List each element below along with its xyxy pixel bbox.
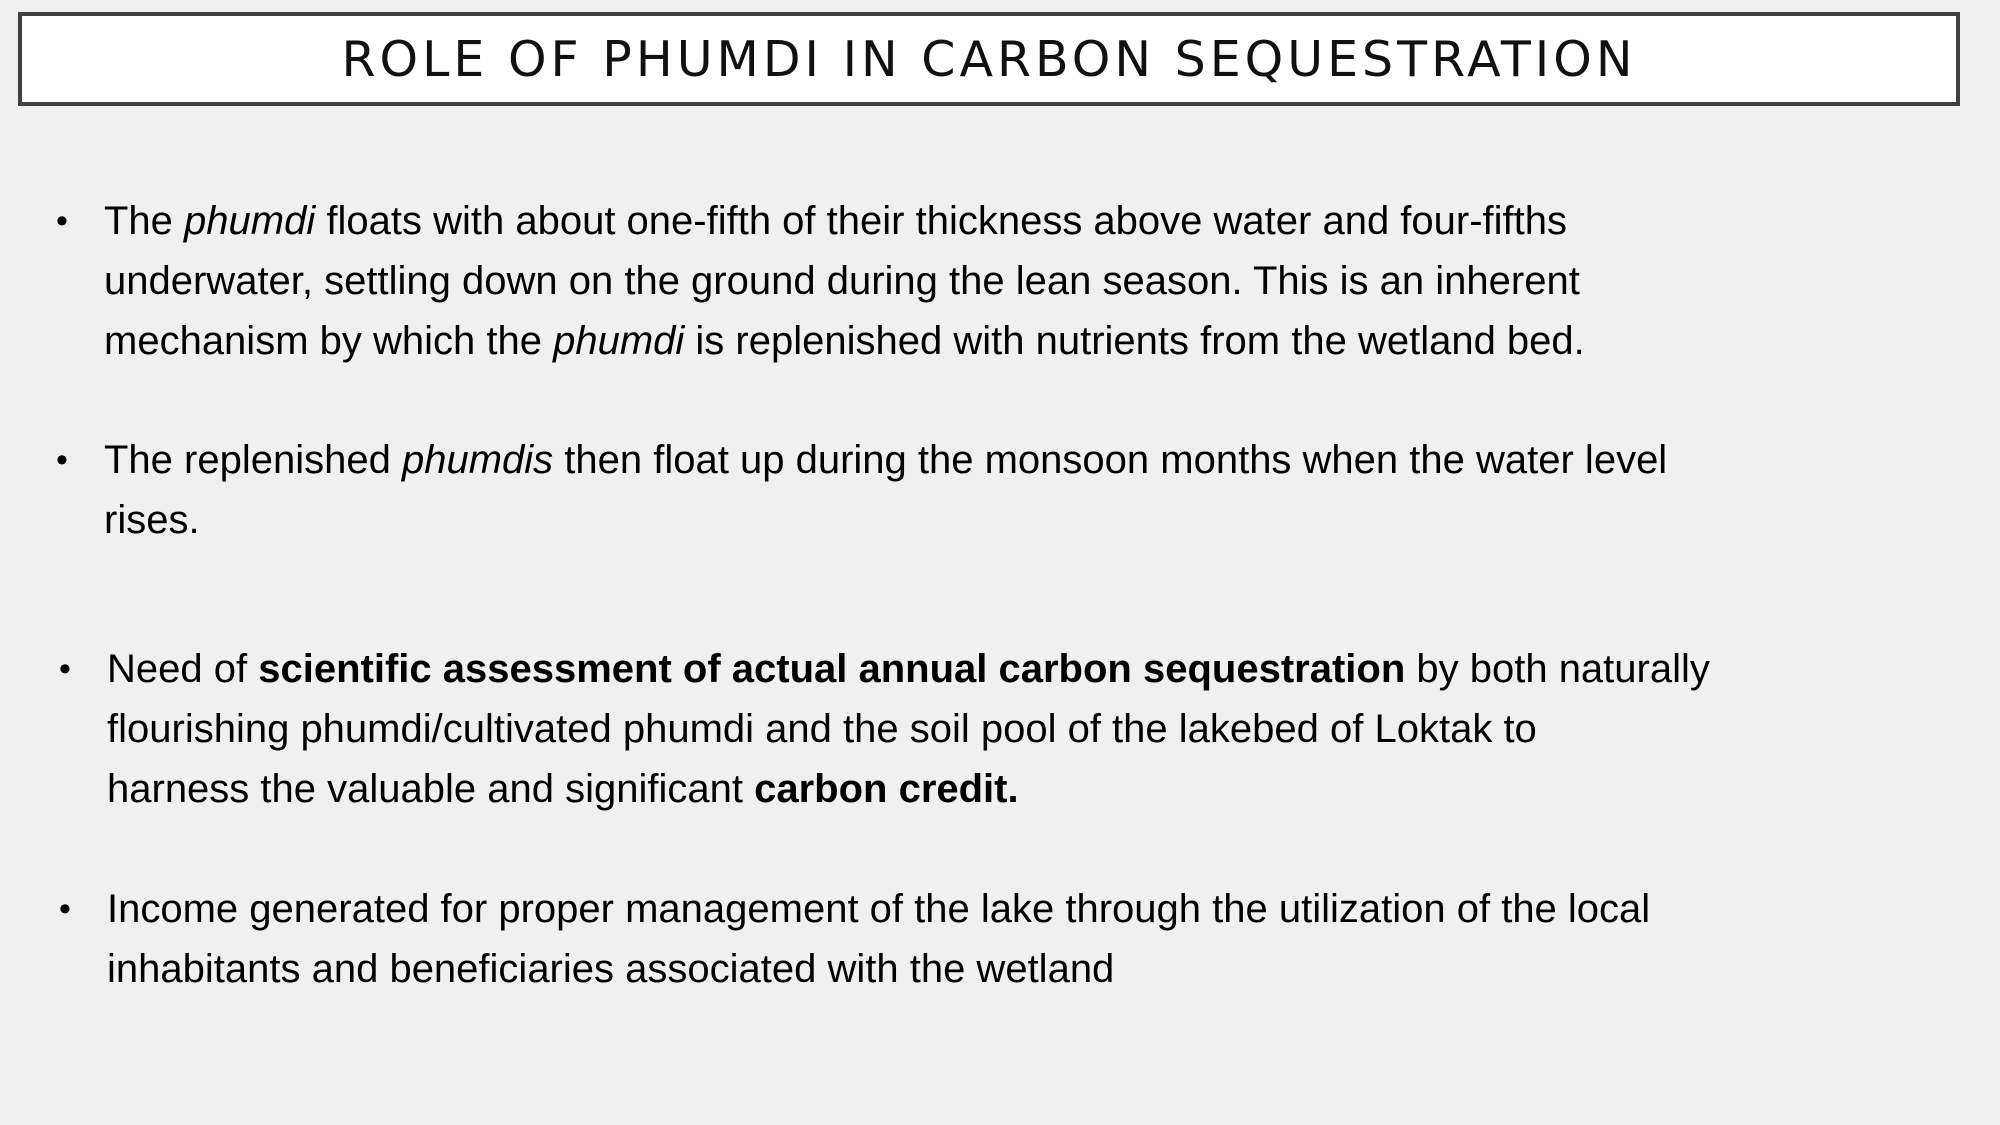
bullet-line: Income generated for proper management of the lake through the utilization of the local xyxy=(107,887,1651,931)
bullet-line: flourishing phumdi/cultivated phumdi and the soil pool of the lakebed of Loktak to xyxy=(107,707,1537,751)
emphasis-phumdis: phumdis xyxy=(401,438,554,482)
bullet-line: The phumdi floats with about one-fifth of their thickness above water and four-fifths xyxy=(104,199,1568,243)
strong-scientific-assessment: scientific assessment of actual annual carbon sequestration xyxy=(258,647,1406,691)
bullet-text xyxy=(104,430,1984,550)
bullet-text xyxy=(107,879,1987,999)
strong-carbon-credit: carbon credit. xyxy=(754,767,1019,811)
bullet-text xyxy=(104,191,1984,371)
bullet-dot: • xyxy=(59,650,71,688)
bullet-line: The replenished phumdis then float up during the monsoon months when the water level xyxy=(104,438,1668,482)
bullet-line: underwater, settling down on the ground during the lean season. This is an inherent xyxy=(104,259,1580,303)
title-box xyxy=(18,12,1960,106)
bullet-dot: • xyxy=(56,202,68,240)
bullet-dot: • xyxy=(56,441,68,479)
emphasis-phumdi: phumdi xyxy=(553,319,685,363)
emphasis-phumdi: phumdi xyxy=(184,199,316,243)
bullet-line: rises. xyxy=(104,498,200,542)
bullet-line: Need of scientific assessment of actual annual carbon sequestration by both naturally xyxy=(107,647,1710,691)
bullet-dot: • xyxy=(59,890,71,928)
bullet-text xyxy=(107,639,1987,819)
bullet-line: harness the valuable and significant carbon credit. xyxy=(107,767,1019,811)
bullet-line: mechanism by which the phumdi is replenished with nutrients from the wetland bed. xyxy=(104,319,1585,363)
bullet-line: inhabitants and beneficiaries associated with the wetland xyxy=(107,947,1115,991)
slide-title: ROLE OF PHUMDI IN CARBON SEQUESTRATION xyxy=(341,30,1637,88)
